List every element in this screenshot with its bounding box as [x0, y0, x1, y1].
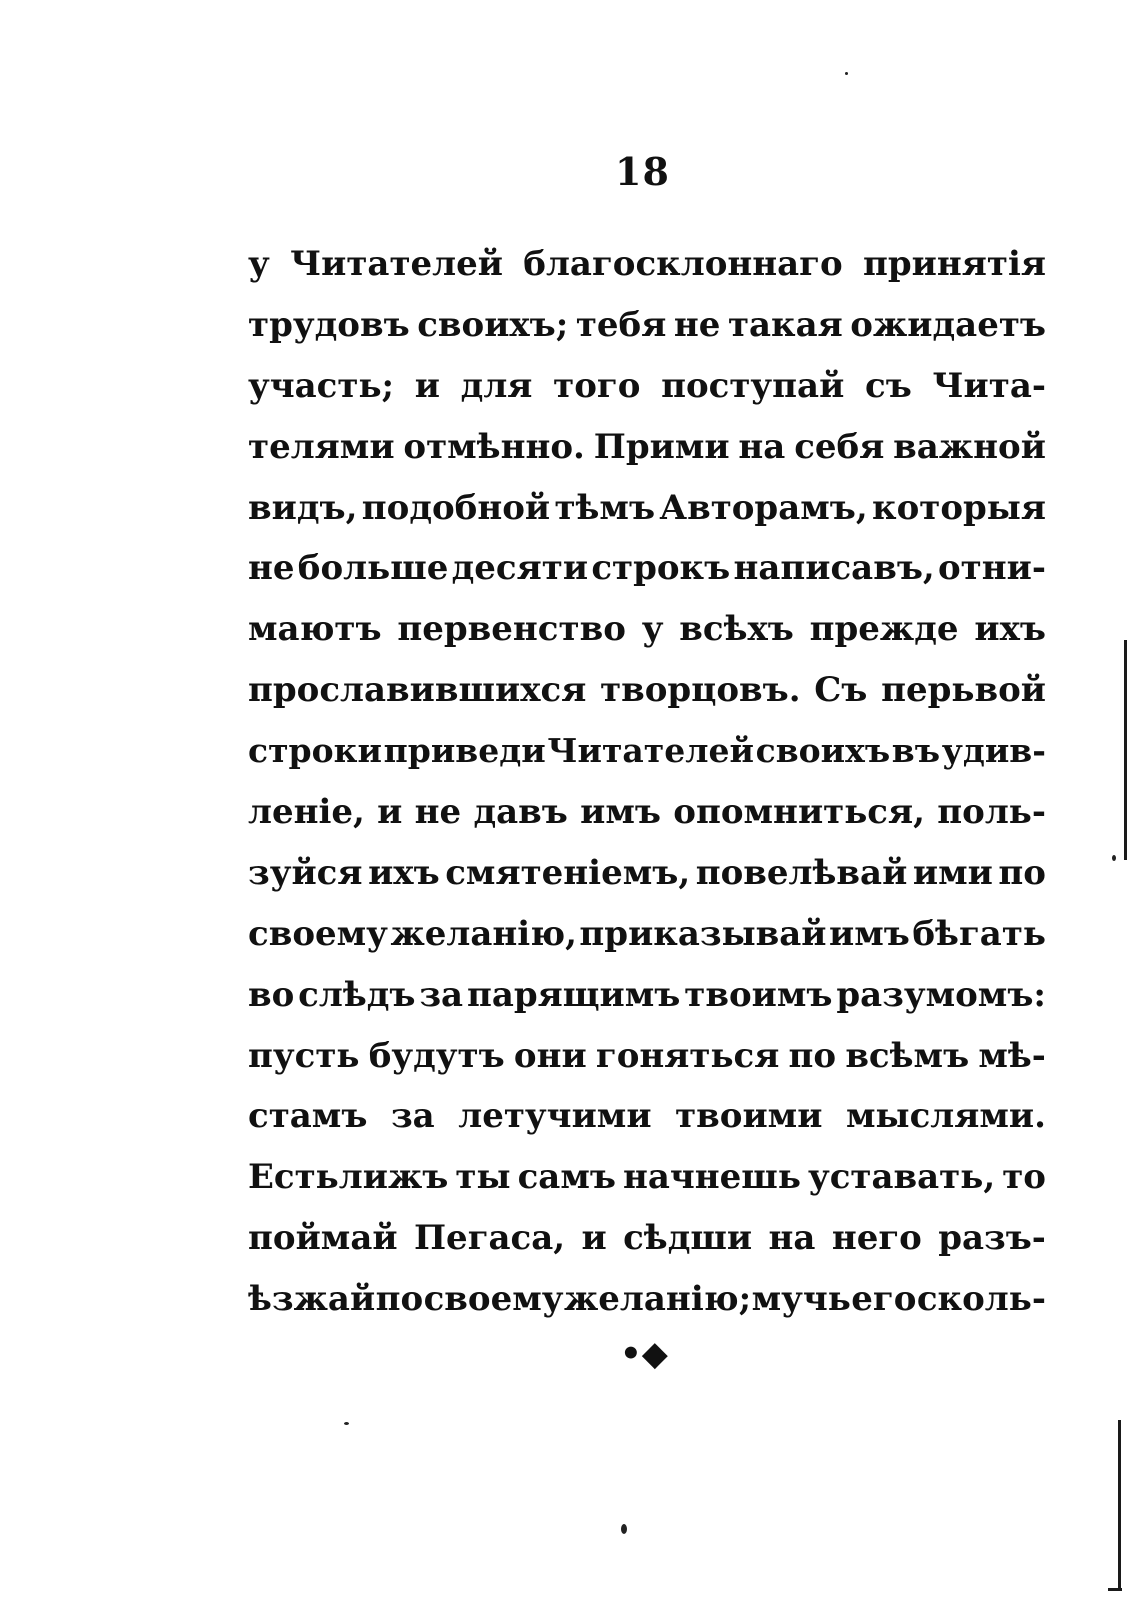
word: тѣмъ	[554, 487, 656, 528]
word: тебя	[575, 304, 667, 345]
word: Читателей	[290, 244, 503, 284]
word: на	[738, 426, 786, 467]
text-line	[248, 1147, 1046, 1208]
word: не	[414, 792, 462, 833]
word: твоими	[675, 1096, 823, 1137]
word: повелѣвай	[695, 852, 908, 893]
text-line	[248, 295, 1046, 356]
word: самъ	[517, 1157, 616, 1198]
word: ими	[912, 852, 993, 893]
word: всѣмъ	[845, 1035, 970, 1076]
word: леніе,	[248, 792, 365, 833]
word: своему	[423, 1279, 564, 1320]
word: мыслями.	[845, 1096, 1046, 1137]
word: творцовъ.	[600, 670, 801, 711]
page-edge-shadow	[1124, 640, 1127, 860]
word: ихъ	[974, 609, 1046, 650]
word: приказывай	[579, 913, 827, 954]
scan-speck	[845, 72, 848, 75]
word: Съ	[814, 670, 868, 711]
word: поступай	[661, 365, 845, 406]
word: они	[513, 1035, 587, 1076]
word: удив-	[941, 731, 1046, 771]
word: подобной	[361, 487, 551, 528]
word: въ	[891, 731, 941, 771]
word: начнешь	[622, 1157, 801, 1198]
word: десяти	[451, 548, 589, 589]
word: видъ,	[248, 487, 358, 528]
word: сколь-	[916, 1279, 1046, 1320]
word: Авторамъ,	[659, 487, 868, 528]
word: ты	[455, 1157, 511, 1198]
word: летучими	[458, 1096, 652, 1137]
word: трудовъ	[248, 304, 410, 345]
word: поль-	[937, 792, 1046, 833]
text-line	[248, 1086, 1046, 1147]
word: больше	[297, 548, 449, 589]
word: желанію;	[563, 1279, 752, 1320]
word: твоимъ	[684, 974, 833, 1015]
word: которыя	[872, 487, 1046, 528]
word: по	[788, 1035, 837, 1076]
word: будутъ	[368, 1035, 505, 1076]
word: мѣ-	[978, 1035, 1046, 1076]
word: разумомъ:	[836, 974, 1046, 1015]
text-line	[248, 478, 1046, 539]
word: важной	[893, 426, 1046, 467]
word: принятія	[863, 244, 1046, 284]
word: того	[553, 365, 641, 406]
text-line	[248, 660, 1046, 721]
text-line	[248, 904, 1046, 965]
word: мучь	[751, 1279, 851, 1320]
word: своихъ;	[417, 304, 569, 345]
word: по	[998, 852, 1046, 893]
word: у	[641, 609, 664, 650]
page-edge-shadow	[1118, 1420, 1121, 1590]
word: по	[375, 1279, 424, 1320]
word: отмѣнно.	[403, 426, 585, 467]
text-line	[248, 1269, 1046, 1330]
word: слѣдъ	[298, 974, 416, 1015]
word: уставать,	[807, 1157, 996, 1198]
text-line	[248, 234, 1046, 295]
word: зуйся	[248, 852, 363, 893]
text-line	[248, 1026, 1046, 1087]
word: имъ	[829, 913, 910, 954]
word: не	[248, 548, 295, 589]
word: написавъ,	[733, 548, 935, 589]
word: опомниться,	[673, 792, 925, 833]
word: за	[390, 1096, 435, 1137]
text-line	[248, 538, 1046, 599]
word: прославившихся	[248, 670, 587, 711]
word: прежде	[809, 609, 959, 650]
word: давъ	[473, 792, 568, 833]
word: съ	[865, 365, 912, 406]
word: на	[768, 1218, 816, 1259]
word: имъ	[580, 792, 661, 833]
word: такая	[727, 304, 843, 345]
text-line	[248, 1208, 1046, 1269]
word: ожидаетъ	[850, 304, 1046, 345]
word: своему	[248, 913, 388, 954]
page-edge-shadow	[1108, 1588, 1122, 1591]
word: Прими	[593, 426, 730, 467]
word: ихъ	[368, 852, 440, 893]
word: стамъ	[248, 1096, 368, 1137]
word: всѣхъ	[679, 609, 794, 650]
text-line	[248, 965, 1046, 1026]
word: у	[248, 244, 270, 284]
text-line	[248, 417, 1046, 478]
word: смятеніемъ,	[445, 852, 691, 893]
word: перьвой	[881, 670, 1046, 711]
word: Естьлижъ	[248, 1157, 449, 1198]
word: и	[414, 365, 440, 406]
word: разъ-	[938, 1218, 1046, 1259]
text-line	[248, 782, 1046, 843]
scan-speck	[1112, 855, 1116, 861]
word: участь;	[248, 365, 395, 406]
word: отни-	[938, 548, 1046, 589]
word: за	[419, 974, 464, 1015]
scan-speck	[621, 1524, 627, 1534]
word: и	[377, 792, 403, 833]
word: Читателей	[547, 731, 754, 771]
word: для	[460, 365, 533, 406]
word: сѣдши	[623, 1218, 753, 1259]
text-line	[248, 843, 1046, 904]
printer-signature-mark: •◆	[620, 1334, 668, 1374]
word: пусть	[248, 1035, 360, 1076]
text-line	[248, 356, 1046, 417]
page-number: 18	[615, 149, 670, 194]
word: первенство	[397, 609, 626, 650]
word: его	[851, 1279, 917, 1320]
word: бѣгать	[912, 913, 1046, 954]
word: поймай	[248, 1218, 398, 1259]
word: во	[248, 974, 295, 1015]
text-line	[248, 721, 1046, 782]
word: Пегаса,	[413, 1218, 566, 1259]
word: телями	[248, 426, 395, 467]
word: строкъ	[591, 548, 731, 589]
word: маютъ	[248, 609, 382, 650]
word: приведи	[383, 731, 546, 771]
word: парящимъ	[466, 974, 681, 1015]
word: благосклоннаго	[523, 244, 843, 284]
word: желанію,	[390, 913, 577, 954]
word: Чита-	[932, 365, 1046, 406]
word: и	[581, 1218, 607, 1259]
word: не	[673, 304, 721, 345]
word: своихъ	[755, 731, 891, 771]
body-text	[248, 234, 1046, 1330]
text-line	[248, 599, 1046, 660]
word: него	[831, 1218, 922, 1259]
scan-speck	[344, 1422, 349, 1425]
word: себя	[794, 426, 885, 467]
word: ѣзжай	[248, 1279, 376, 1320]
word: строки	[248, 731, 382, 771]
word: гоняться	[595, 1035, 780, 1076]
word: то	[1002, 1157, 1046, 1198]
